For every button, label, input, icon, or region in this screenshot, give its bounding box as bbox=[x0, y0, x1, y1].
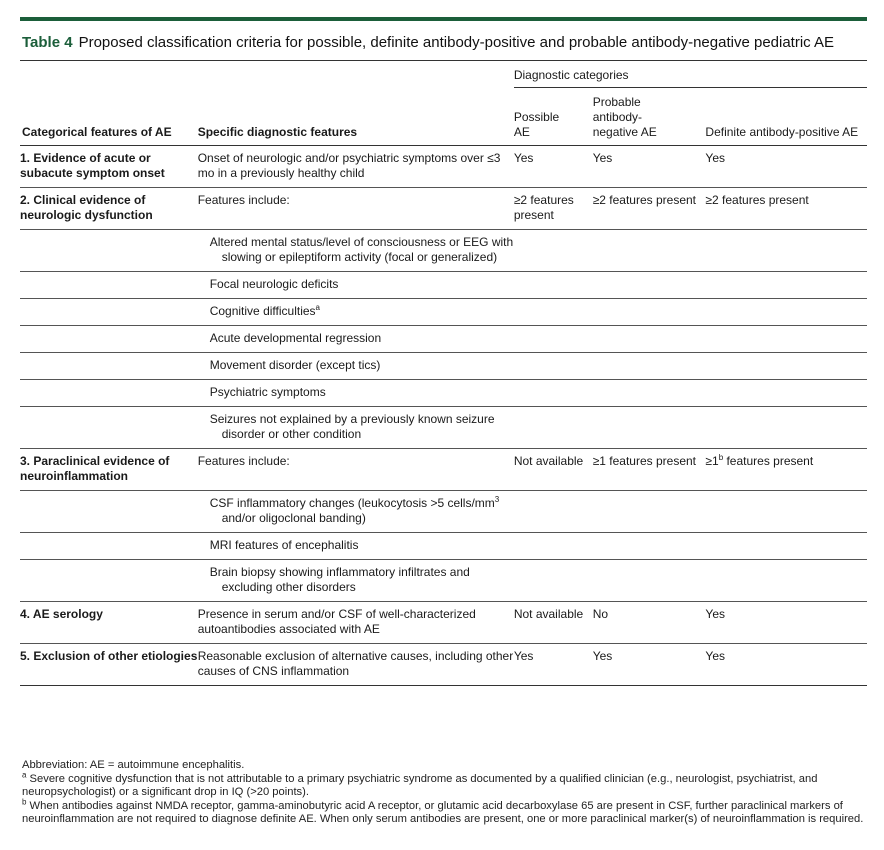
possible-cell: Not available bbox=[514, 602, 593, 644]
table-row-3-item bbox=[20, 491, 867, 533]
definite-pre: ≥1 bbox=[705, 454, 719, 468]
table-row-2-item bbox=[20, 230, 867, 272]
abbreviation-note: Abbreviation: AE = autoimmune encephalitis. bbox=[22, 759, 245, 771]
col-header-features: Categorical features of AE bbox=[20, 88, 198, 146]
table-row-2-item bbox=[20, 407, 867, 449]
footnote-a bbox=[22, 769, 867, 800]
table-title: Proposed classification criteria for possible, definite antibody-positive and probable antibody-negative pediatric AE bbox=[78, 34, 835, 51]
probable-cell: No bbox=[593, 602, 706, 644]
feature-cell: 2. Clinical evidence of neurologic dysfunction bbox=[20, 188, 198, 230]
table-row-1 bbox=[20, 146, 867, 188]
table-row-5 bbox=[20, 644, 867, 686]
definite-cell: Yes bbox=[705, 146, 867, 188]
classification-table bbox=[20, 60, 867, 686]
definite-cell: Yes bbox=[705, 602, 867, 644]
table-label: Table 4 bbox=[22, 34, 73, 51]
col-header-specific: Specific diagnostic features bbox=[198, 88, 514, 146]
table-row-2-item bbox=[20, 353, 867, 380]
top-rule bbox=[20, 17, 867, 21]
definite-cell bbox=[705, 449, 867, 491]
sub-feature: Brain biopsy showing inflammatory infiltrates and excluding other disorders bbox=[209, 565, 470, 594]
col-header-definite: Definite antibody-positive AE bbox=[705, 88, 867, 146]
sub-feature: Focal neurologic deficits bbox=[209, 277, 339, 291]
sub-feature: Movement disorder (except tics) bbox=[209, 358, 381, 372]
specific-cell: Features include: bbox=[198, 188, 514, 230]
footnotes bbox=[22, 759, 867, 827]
col-header-possible bbox=[514, 88, 593, 146]
footnote-a-text: Severe cognitive dysfunction that is not attributable to a primary psychiatric syndrome as documented by a qualified clinician (e.g., neurologist, psychiatrist, and neuropsychologist) or a significant drop in IQ (>20 points). bbox=[22, 772, 818, 798]
col-header-probable bbox=[593, 88, 706, 146]
sub-feature: MRI features of encephalitis bbox=[209, 538, 359, 552]
footnote-a-mark: a bbox=[22, 769, 27, 779]
col-header-probable-line1: Probable bbox=[592, 95, 641, 109]
possible-cell: Yes bbox=[514, 644, 593, 686]
cognitive-difficulties-text: Cognitive difficulties bbox=[209, 304, 316, 318]
header-row bbox=[20, 88, 867, 146]
table-row-2-item bbox=[20, 380, 867, 407]
probable-cell: Yes bbox=[593, 146, 706, 188]
table-row-4 bbox=[20, 602, 867, 644]
superscript-3: 3 bbox=[494, 495, 500, 504]
feature-cell: 1. Evidence of acute or subacute symptom onset bbox=[20, 146, 198, 188]
sub-feature: Seizures not explained by a previously known seizure disorder or other condition bbox=[209, 412, 495, 441]
sub-feature: Acute developmental regression bbox=[209, 331, 382, 345]
possible-cell: ≥2 features present bbox=[514, 188, 593, 230]
probable-cell: Yes bbox=[593, 644, 706, 686]
table-row-2-item bbox=[20, 299, 867, 326]
table-row-2-item bbox=[20, 326, 867, 353]
footnote-b-mark: b bbox=[22, 796, 27, 806]
col-header-possible-line1: Possible bbox=[513, 110, 560, 124]
table-row-3 bbox=[20, 449, 867, 491]
sub-feature: Altered mental status/level of consciousness or EEG with slowing or epileptiform activity (focal or generalized) bbox=[209, 235, 514, 264]
specific-cell: Onset of neurologic and/or psychiatric symptoms over ≤3 mo in a previously healthy child bbox=[198, 146, 514, 188]
specific-cell: Presence in serum and/or CSF of well-characterized autoantibodies associated with AE bbox=[198, 602, 514, 644]
footnote-b-text: When antibodies against NMDA receptor, gamma-aminobutyric acid A receptor, or glutamic acid decarboxylase 65 are present in CSF, further paraclinical markers of neuroinflammation are not required to diagnose definite AE. When only serum antibodies are present, one or more paraclinical marker(s) of neuroinflammation is required. bbox=[22, 799, 864, 825]
feature-cell: 5. Exclusion of other etiologies bbox=[20, 644, 198, 686]
table-row-3-item bbox=[20, 533, 867, 560]
footnote-b bbox=[22, 796, 867, 827]
definite-post: features present bbox=[723, 454, 814, 468]
diagnostic-categories-header: Diagnostic categories bbox=[514, 61, 867, 88]
probable-cell: ≥1 features present bbox=[593, 449, 706, 491]
table-row-2-item bbox=[20, 272, 867, 299]
csf-text-post: and/or oligoclonal banding) bbox=[221, 511, 366, 525]
header-row-top bbox=[20, 61, 867, 88]
table-row-3-item bbox=[20, 560, 867, 602]
col-header-probable-line2: antibody- bbox=[592, 110, 643, 124]
possible-cell: Not available bbox=[514, 449, 593, 491]
specific-cell: Reasonable exclusion of alternative causes, including other causes of CNS inflammation bbox=[198, 644, 514, 686]
feature-cell: 3. Paraclinical evidence of neuroinflammation bbox=[20, 449, 198, 491]
sub-feature bbox=[210, 496, 514, 526]
definite-cell: Yes bbox=[705, 644, 867, 686]
table-row-2 bbox=[20, 188, 867, 230]
possible-cell: Yes bbox=[514, 146, 593, 188]
definite-cell: ≥2 features present bbox=[705, 188, 867, 230]
feature-cell: 4. AE serology bbox=[20, 602, 198, 644]
specific-cell: Features include: bbox=[198, 449, 514, 491]
sub-feature bbox=[210, 304, 514, 319]
probable-cell: ≥2 features present bbox=[593, 188, 706, 230]
csf-text-pre: CSF inflammatory changes (leukocytosis >5 cells/mm bbox=[209, 496, 495, 510]
col-header-possible-line2: AE bbox=[513, 125, 530, 139]
table-caption bbox=[22, 34, 834, 51]
col-header-probable-line3: negative AE bbox=[592, 125, 657, 139]
sub-feature: Psychiatric symptoms bbox=[209, 385, 326, 399]
footnote-marker-b: b bbox=[718, 453, 724, 462]
footnote-marker-a: a bbox=[315, 303, 320, 312]
